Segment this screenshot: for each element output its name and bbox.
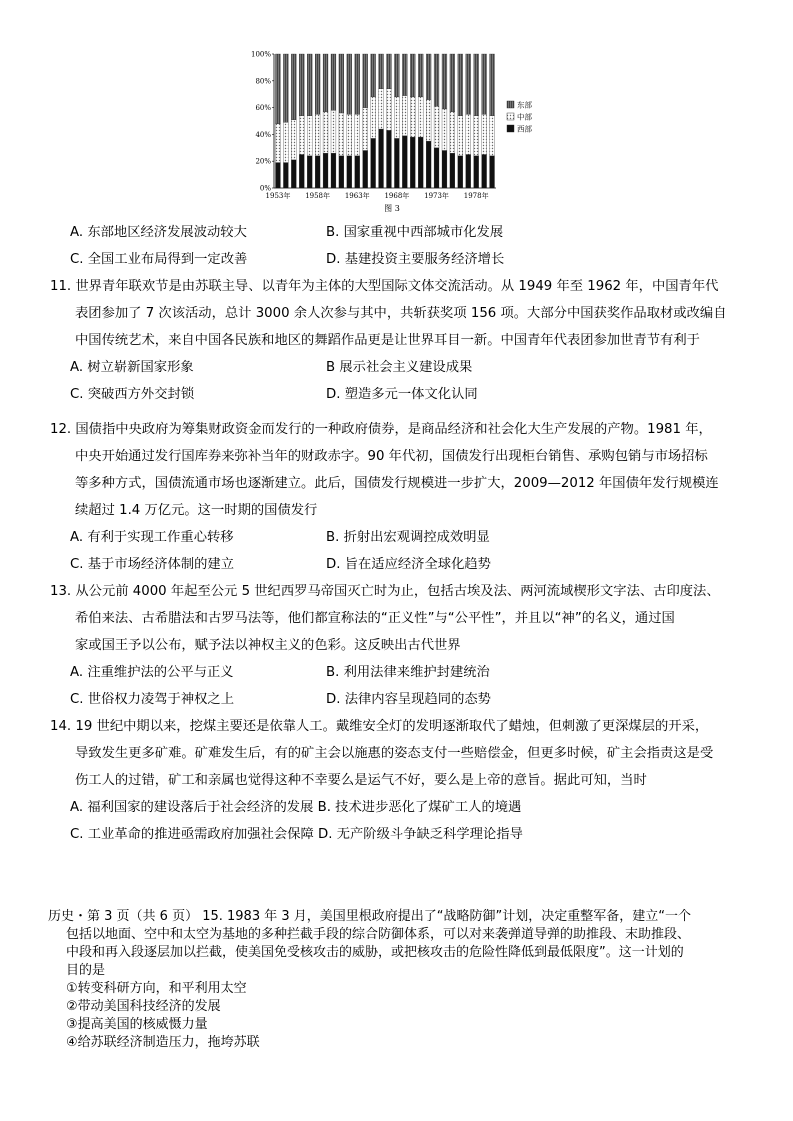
bar-segment-中部-1958	[315, 114, 320, 156]
q11-option-d[interactable]: D. 塑造多元一体文化认同	[326, 387, 478, 402]
bar-segment-西部-1979	[482, 155, 487, 189]
bar-segment-东部-1967	[387, 54, 392, 89]
legend-label: 东部	[517, 100, 532, 110]
bar-segment-东部-1958	[315, 54, 320, 114]
bar-segment-东部-1975	[450, 54, 455, 112]
x-tick-label: 1963年	[344, 192, 370, 200]
y-tick-label: 100%	[250, 50, 271, 59]
bar-segment-东部-1966	[379, 54, 384, 89]
q11-option-c[interactable]: C. 突破西方外交封锁	[70, 387, 195, 402]
bar-segment-中部-1970	[410, 97, 415, 137]
q10-option-a[interactable]: A. 东部地区经济发展波动较大	[70, 225, 247, 240]
q15-stem-line-4: 目的是	[66, 963, 106, 978]
q13-stem-line-3: 家或国王予以公布，赋予法以神权主义的色彩。这反映出古代世界	[75, 638, 461, 653]
legend-swatch	[507, 101, 514, 108]
q11-stem-line-2: 表团参加了 7 次该活动，总计 3000 余人次参与其中，共斩获奖项 156 项。大部分中国获奖作品取材或改编自	[75, 306, 727, 321]
chart-bars	[276, 54, 495, 188]
bar-segment-中部-1957	[307, 116, 312, 156]
bar-segment-中部-1966	[379, 89, 384, 129]
legend-swatch	[507, 113, 514, 120]
bar-segment-中部-1975	[450, 112, 455, 154]
bar-segment-西部-1971	[418, 137, 423, 188]
q11-option-a[interactable]: A. 树立崭新国家形象	[70, 360, 194, 375]
q13-stem-line-1: 13. 从公元前 4000 年起至公元 5 世纪西罗马帝国灭亡时为止，包括古埃及法、两河流域楔形文字法、古印度法、	[50, 584, 720, 599]
bar-segment-中部-1978	[474, 116, 479, 156]
q15-stem-line-2: 包括以地面、空中和太空为基地的多种拦截手段的综合防御体系，可以对来袭弹道导弹的助推段、末助推段、	[66, 927, 691, 942]
bar-segment-东部-1961	[339, 54, 344, 113]
bar-segment-东部-1978	[474, 54, 479, 116]
bar-segment-东部-1968	[394, 54, 399, 97]
bar-segment-西部-1976	[458, 156, 463, 188]
bar-segment-东部-1965	[371, 54, 376, 97]
x-tick-label: 1978年	[463, 192, 489, 200]
bar-segment-东部-1959	[323, 54, 328, 112]
q15-stem-line-1: 历史・第 3 页（共 6 页） 15. 1983 年 3 月，美国里根政府提出了“战略防御”计划，决定重整军备，建立“一个	[48, 909, 691, 924]
bar-segment-东部-1979	[482, 54, 487, 114]
bar-segment-西部-1955	[291, 160, 296, 188]
bar-segment-东部-1960	[331, 54, 336, 110]
bar-segment-西部-1958	[315, 156, 320, 188]
bar-segment-东部-1973	[434, 54, 439, 106]
bar-segment-西部-1970	[410, 137, 415, 188]
q12-option-a[interactable]: A. 有利于实现工作重心转移	[70, 530, 234, 545]
bar-segment-东部-1964	[363, 54, 368, 108]
q15-stem-line-3: 中段和再入段逐层加以拦截，使美国免受核攻击的威胁，或把核攻击的危险性降低到最低限度”。这一计划的	[66, 945, 684, 960]
q13-stem-line-2: 希伯来法、古希腊法和古罗马法等，他们都宣称法的“正义性”与“公平性”，并且以“神”的名义，通过国	[75, 611, 675, 626]
bar-segment-西部-1978	[474, 156, 479, 188]
bar-segment-中部-1959	[323, 112, 328, 154]
bar-segment-西部-1965	[371, 138, 376, 188]
q12-option-c[interactable]: C. 基于市场经济体制的建立	[70, 557, 235, 572]
bar-segment-东部-1972	[426, 54, 431, 100]
chart-caption: 图 3	[384, 204, 400, 213]
y-tick-label: 40%	[255, 130, 271, 139]
bar-segment-中部-1977	[466, 114, 471, 154]
q11-stem-line-1: 11. 世界青年联欢节是由苏联主导、以青年为主体的大型国际文体交流活动。从 1949 年至 1962 年，中国青年代	[50, 279, 719, 294]
bar-segment-中部-1956	[299, 116, 304, 155]
bar-segment-中部-1964	[363, 108, 368, 151]
bar-segment-西部-1956	[299, 155, 304, 189]
bar-segment-中部-1971	[418, 97, 423, 137]
x-tick-label: 1968年	[384, 192, 410, 200]
bar-segment-西部-1967	[387, 130, 392, 188]
q10-option-d[interactable]: D. 基建投资主要服务经济增长	[326, 252, 505, 267]
bar-segment-东部-1974	[442, 54, 447, 109]
bar-segment-中部-1976	[458, 116, 463, 156]
bar-segment-中部-1961	[339, 113, 344, 156]
bar-segment-西部-1980	[490, 156, 495, 188]
legend-label: 西部	[517, 124, 532, 134]
bar-segment-东部-1980	[490, 54, 495, 116]
bar-segment-西部-1954	[283, 163, 288, 188]
q12-stem-line-3: 等多种方式，国债流通市场也逐渐建立。此后，国债发行规模进一步扩大，2009—2012 年国债年发行规模连	[75, 476, 719, 491]
bar-segment-西部-1966	[379, 129, 384, 188]
bar-segment-中部-1973	[434, 106, 439, 148]
bar-segment-中部-1969	[402, 96, 407, 136]
q12-stem-line-1: 12. 国债指中央政府为筹集财政资金而发行的一种政府债券，是商品经济和社会化大生产发展的产物。1981 年，	[50, 422, 712, 437]
bar-segment-中部-1963	[355, 114, 360, 156]
q10-option-c[interactable]: C. 全国工业布局得到一定改善	[70, 252, 248, 267]
q12-stem-line-4: 续超过 1.4 万亿元。这一时期的国债发行	[75, 503, 318, 518]
bar-segment-东部-1970	[410, 54, 415, 97]
bar-segment-西部-1953	[276, 163, 281, 188]
bar-segment-西部-1960	[331, 153, 336, 188]
x-tick-label: 1973年	[424, 192, 449, 200]
q14-option-a-b[interactable]: A. 福利国家的建设落后于社会经济的发展 B. 技术进步恶化了煤矿工人的境遇	[70, 800, 522, 815]
y-tick-label: 80%	[255, 77, 271, 86]
q12-stem-line-2: 中央开始通过发行国库券来弥补当年的财政赤字。90 年代初，国债发行出现柜台销售、承购包销与市场招标	[75, 449, 708, 464]
legend-swatch	[507, 125, 514, 132]
bar-segment-中部-1960	[331, 110, 336, 153]
bar-segment-西部-1975	[450, 153, 455, 188]
bar-segment-东部-1977	[466, 54, 471, 114]
bar-segment-中部-1955	[291, 120, 296, 160]
q15-item-2: ②带动美国科技经济的发展	[66, 999, 221, 1014]
bar-segment-西部-1963	[355, 156, 360, 188]
bar-segment-西部-1974	[442, 150, 447, 188]
bar-segment-东部-1957	[307, 54, 312, 116]
q13-option-d[interactable]: D. 法律内容呈现趋同的态势	[326, 692, 491, 707]
y-tick-label: 0%	[259, 184, 271, 193]
bar-segment-西部-1973	[434, 148, 439, 188]
y-tick-label: 60%	[255, 104, 271, 113]
bar-segment-西部-1968	[394, 138, 399, 188]
chart-legend	[507, 100, 532, 134]
q13-option-a[interactable]: A. 注重维护法的公平与正义	[70, 665, 234, 680]
q12-option-d[interactable]: D. 旨在适应经济全球化趋势	[326, 557, 491, 572]
x-tick-label: 1958年	[305, 192, 331, 200]
q14-stem-line-1: 14. 19 世纪中期以来，挖煤主要还是依靠人工。戴维安全灯的发明逐渐取代了蜡烛，但刺激了更深煤层的开采，	[50, 719, 709, 734]
bar-segment-中部-1954	[283, 122, 288, 162]
q11-stem-line-3: 中国传统艺术，来自中国各民族和地区的舞蹈作品更是让世界耳目一新。中国青年代表团参加世青节有利于	[75, 333, 700, 348]
q14-option-c-d[interactable]: C. 工业革命的推进亟需政府加强社会保障 D. 无产阶级斗争缺乏科学理论指导	[70, 827, 523, 842]
bar-segment-东部-1956	[299, 54, 304, 116]
bar-segment-西部-1969	[402, 136, 407, 188]
x-tick-label: 1953年	[265, 192, 291, 200]
bar-segment-中部-1974	[442, 109, 447, 151]
bar-segment-东部-1955	[291, 54, 296, 120]
bar-segment-东部-1971	[418, 54, 423, 97]
bar-segment-中部-1967	[387, 89, 392, 131]
bar-segment-中部-1979	[482, 114, 487, 154]
bar-segment-中部-1965	[371, 97, 376, 139]
q14-stem-line-3: 伤工人的过错，矿工和亲属也觉得这种不幸要么是运气不好，要么是上帝的意旨。据此可知，当时	[75, 773, 647, 788]
bar-segment-西部-1959	[323, 153, 328, 188]
bar-segment-西部-1961	[339, 156, 344, 188]
bar-segment-中部-1953	[276, 124, 281, 163]
bar-segment-东部-1954	[283, 54, 288, 122]
q14-stem-line-2: 导致发生更多矿难。矿难发生后，有的矿主会以施惠的姿态支付一些赔偿金，但更多时候，矿主会指责这是受	[75, 746, 714, 761]
bar-segment-西部-1957	[307, 156, 312, 188]
bar-segment-东部-1953	[276, 54, 281, 124]
legend-label: 中部	[517, 112, 532, 122]
y-tick-label: 20%	[255, 157, 271, 166]
bar-segment-西部-1972	[426, 141, 431, 188]
bar-segment-中部-1962	[347, 114, 352, 156]
q15-item-3: ③提高美国的核威慑力量	[66, 1017, 208, 1032]
stacked-bar-chart	[245, 45, 545, 215]
bar-segment-东部-1962	[347, 54, 352, 114]
bar-segment-西部-1977	[466, 155, 471, 189]
q10-option-b[interactable]: B. 国家重视中西部城市化发展	[326, 225, 504, 240]
q12-option-b[interactable]: B. 折射出宏观调控成效明显	[326, 530, 490, 545]
q13-option-c[interactable]: C. 世俗权力凌驾于神权之上	[70, 692, 235, 707]
bar-segment-中部-1968	[394, 97, 399, 139]
q15-item-1: ①转变科研方向，和平利用太空	[66, 981, 247, 996]
bar-segment-东部-1976	[458, 54, 463, 116]
bar-segment-西部-1964	[363, 150, 368, 188]
bar-segment-中部-1972	[426, 100, 431, 142]
bar-segment-东部-1963	[355, 54, 360, 114]
q15-item-4: ④给苏联经济制造压力，拖垮苏联	[66, 1035, 260, 1050]
bar-segment-东部-1969	[402, 54, 407, 96]
bar-segment-西部-1962	[347, 156, 352, 188]
q13-option-b[interactable]: B. 利用法律来维护封建统治	[326, 665, 490, 680]
q11-option-b[interactable]: B 展示社会主义建设成果	[326, 360, 473, 375]
bar-segment-中部-1980	[490, 116, 495, 156]
